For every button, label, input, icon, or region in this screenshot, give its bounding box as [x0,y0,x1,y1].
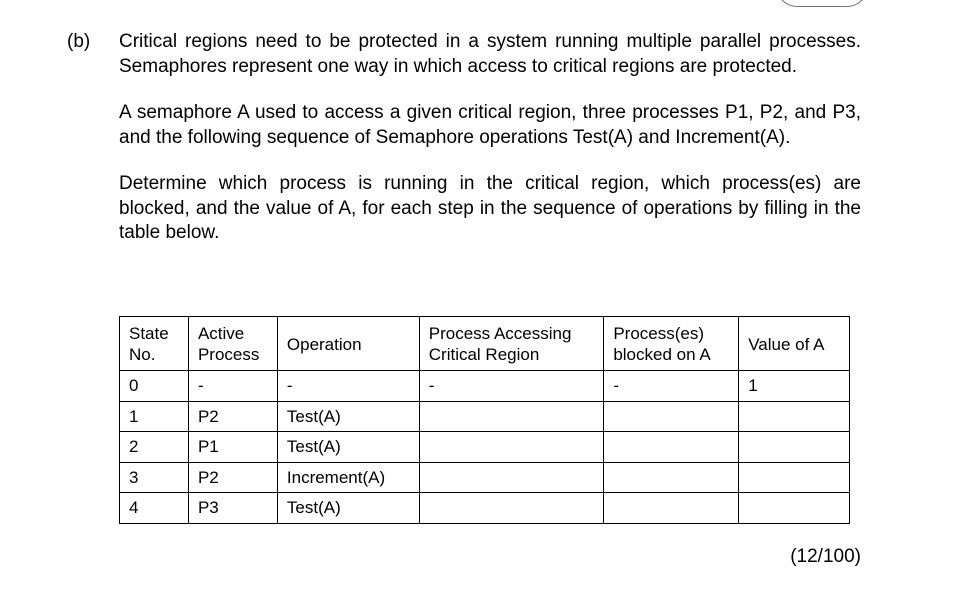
table-row [120,493,850,524]
paragraph-setup: A semaphore A used to access a given critical region, three processes P1, P2, and P3, and the following sequence of Semaphore operations Test(A) and Increment(A). [119,102,861,148]
cell-value-of-a [739,462,850,493]
question-body [119,30,861,246]
table-row [120,401,850,432]
header-value-of-a-label: Value of A [748,334,825,354]
table-row [120,371,850,402]
cell-operation: Increment(A) [277,462,419,493]
header-state-no-label: State No. [129,324,169,364]
header-process-accessing-label: Process Accessing Critical Region [428,324,572,364]
cell-operation: - [277,371,419,402]
cell-state-no: 0 [120,371,189,402]
header-process-accessing [419,317,604,371]
cell-processes-blocked [604,432,739,463]
cell-value-of-a [739,401,850,432]
cell-process-accessing [419,462,604,493]
cell-active-process: P2 [188,401,277,432]
cell-state-no: 1 [120,401,189,432]
cell-process-accessing [419,401,604,432]
cell-value-of-a [739,432,850,463]
cell-state-no: 3 [120,462,189,493]
header-row [120,317,850,371]
table-body [120,371,850,524]
cell-processes-blocked: - [604,371,739,402]
cell-process-accessing [419,493,604,524]
table-row [120,462,850,493]
cell-active-process: P1 [188,432,277,463]
header-processes-blocked-label: Process(es) blocked on A [613,324,711,364]
paragraph-intro: Critical regions need to be protected in a system running multiple parallel processes. Semaphores represent one way in which access to critical regions are protected. [119,31,861,77]
cell-state-no: 2 [120,432,189,463]
header-active-process-label: Active Process [197,324,260,364]
cell-value-of-a: 1 [739,371,850,402]
cell-operation: Test(A) [277,432,419,463]
cell-state-no: 4 [120,493,189,524]
cell-processes-blocked [604,493,739,524]
semaphore-table [119,316,850,524]
header-value-of-a [739,317,850,371]
part-label: (b) [67,31,91,52]
cell-process-accessing: - [419,371,604,402]
marks-allocation: (12/100) [790,546,861,567]
paragraph-task: Determine which process is running in the critical region, which process(es) are blocked, and the value of A, for each step in the sequence of operations by filling in the table below. [119,173,861,243]
header-active-process [188,317,277,371]
cell-active-process: P2 [188,462,277,493]
header-processes-blocked [604,317,739,371]
cell-operation: Test(A) [277,493,419,524]
top-edge-bracket [776,0,868,7]
cell-active-process: - [188,371,277,402]
cell-processes-blocked [604,401,739,432]
table-header [120,317,850,371]
header-operation [277,317,419,371]
cell-processes-blocked [604,462,739,493]
cell-operation: Test(A) [277,401,419,432]
cell-process-accessing [419,432,604,463]
cell-active-process: P3 [188,493,277,524]
table-row [120,432,850,463]
cell-value-of-a [739,493,850,524]
header-state-no [120,317,189,371]
header-operation-label: Operation [286,334,362,354]
